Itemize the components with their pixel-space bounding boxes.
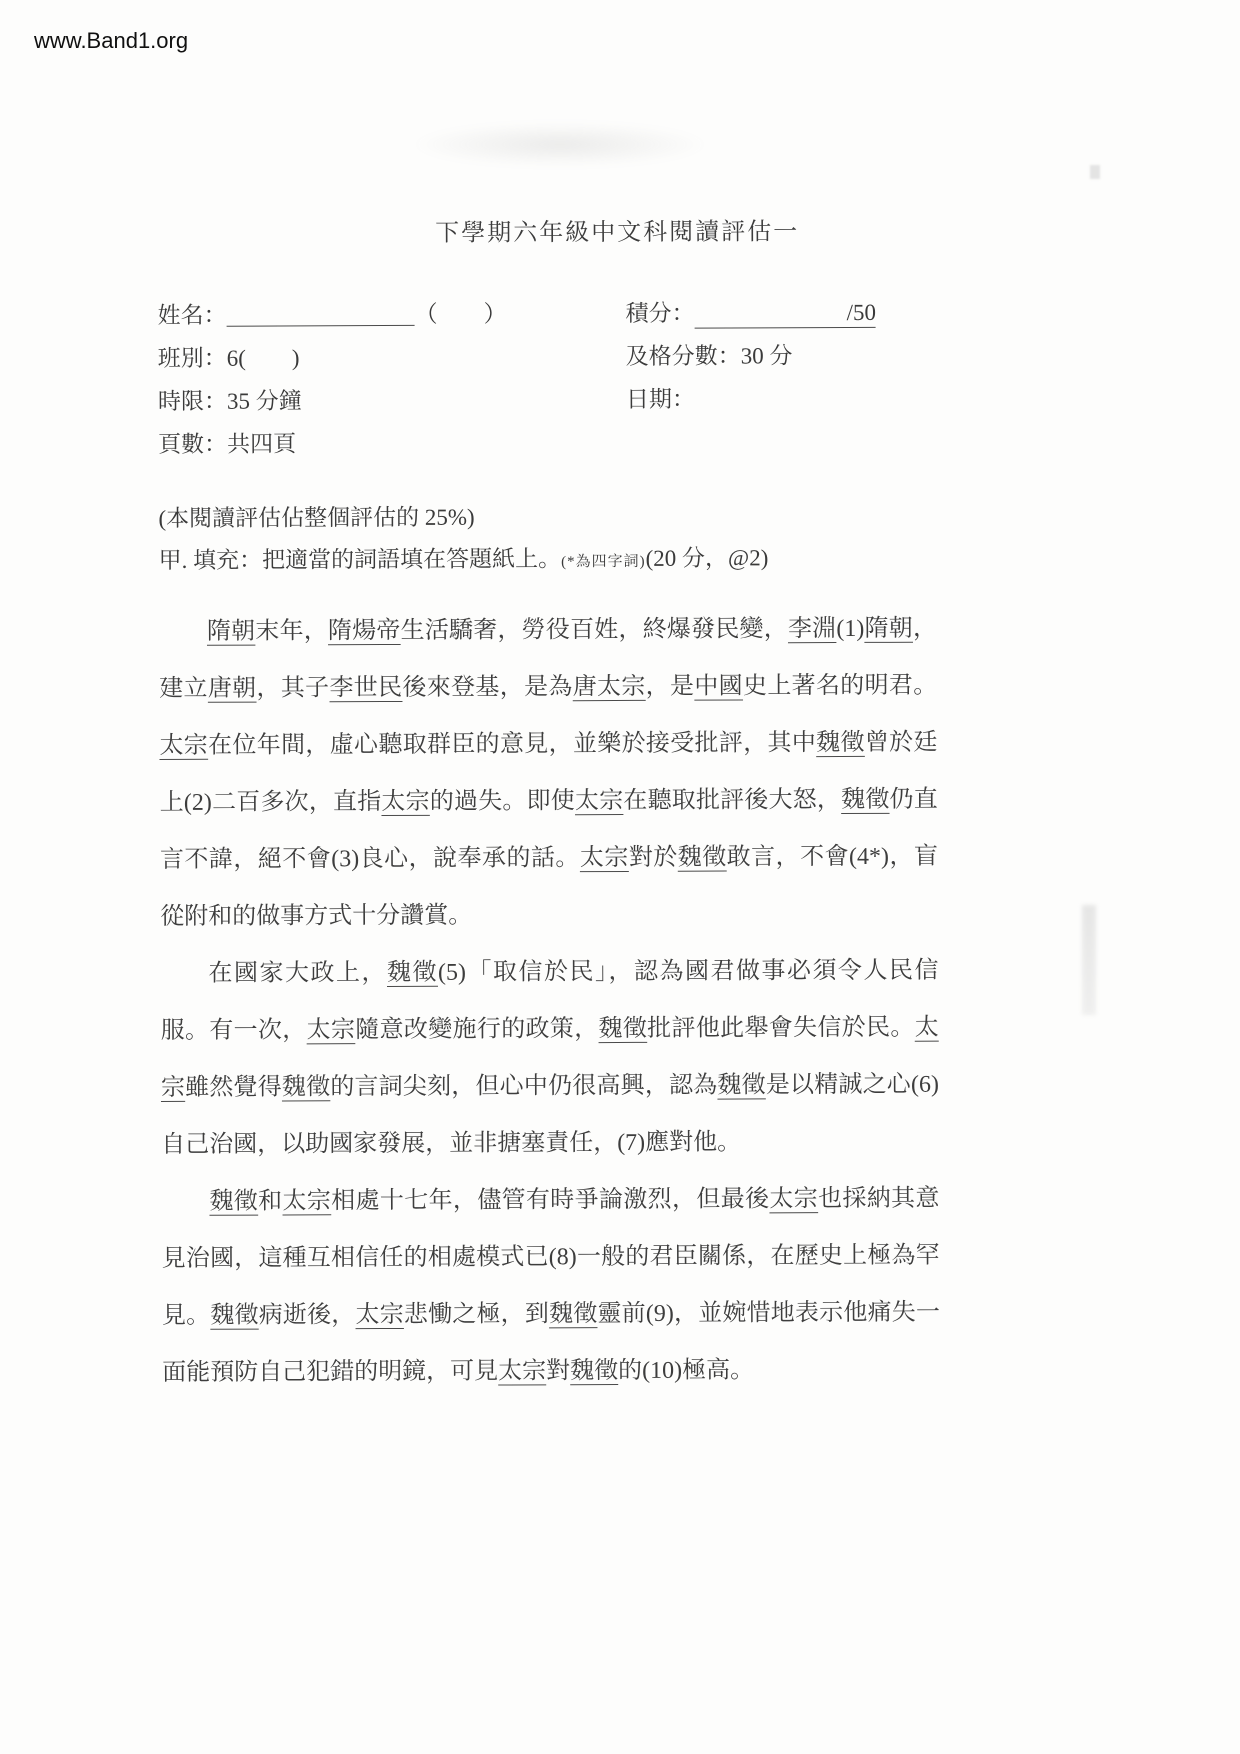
header-left-column [157,292,507,466]
proper-noun-underlined: 魏徵 [281,1074,331,1101]
section-a-small-note: (*為四字詞) [561,553,646,571]
name-label: 姓名： [157,302,227,329]
proper-noun-underlined: 太宗 [769,1186,819,1213]
class-row: 班別：6( ) [157,345,300,372]
text-run: 末年， [255,618,329,645]
text-run: 生活驕奢，勞役百姓，終爆發民變， [400,616,788,644]
proper-noun-underlined: 太宗 [306,1017,356,1044]
score-denominator: /50 [846,299,876,326]
page-count-row: 頁數：共四頁 [158,431,297,458]
name-row [157,292,506,337]
text-run: 敢言，不會(4*)，盲從附和的做事方式十分讚賞。 [160,843,938,931]
proper-noun-underlined: 太宗 [160,1014,939,1102]
text-run: 也採納其意見治國，這種互相信任的相處模式已(8)一般的君臣關係，在歷史上極為罕見。 [161,1185,940,1330]
text-run: 在聽取批評後大怒， [623,787,842,814]
proper-noun-underlined: 太宗 [574,787,624,815]
text-run: 悲慟之極，到 [403,1301,550,1328]
time-limit-row: 時限：35 分鐘 [157,388,302,415]
section-a-marks: (20 分，@2) [645,545,769,571]
text-run: 的(10)極高。 [618,1357,755,1385]
section-a-instruction: 甲. 填充：把適當的詞語填在答題紙上。 [158,546,562,574]
proper-noun-underlined: 太宗 [355,1301,404,1329]
proper-noun-underlined: 隋煬帝 [327,617,401,645]
assessment-weight-note: (本閱讀評估佔整個評估的 25%) [158,504,475,532]
text-run: 是以精誠之心(6)自己治國，以助國家發展，並非搪塞責任，(7)應對他。 [161,1071,939,1159]
text-run: 病逝後， [258,1302,356,1329]
text-run: 曾於廷上(2)二百多次，直指 [159,729,938,817]
proper-noun-underlined: 魏徵 [548,1301,598,1328]
watermark: www.Band1.org [34,28,189,53]
exam-title: 下學期六年級中文科閱讀評估一 [435,219,800,247]
text-run: 史上著名的明君。 [742,672,938,700]
text-run: 雖然覺得 [185,1074,282,1101]
passage-paragraph-3 [161,1171,940,1402]
name-blank-field [227,325,415,327]
proper-noun-underlined: 魏徵 [209,1188,259,1215]
proper-noun-underlined: 太宗 [159,732,209,760]
text-run: ，建立 [159,615,938,703]
text-run: 的言詞尖刻，但心中仍很高興，認為 [330,1072,718,1101]
proper-noun-underlined: 魏徵 [717,1072,766,1099]
proper-noun-underlined: 唐朝 [207,675,257,702]
text-run: ，其子 [256,675,330,702]
proper-noun-underlined: 魏徵 [841,786,890,814]
text-run: ，是 [645,673,695,700]
text-run: 的過失。即使 [429,788,576,815]
proper-noun-underlined: 太宗 [579,844,629,872]
proper-noun-underlined: 隋朝 [864,615,914,642]
header-right-column [625,291,876,421]
proper-noun-underlined: 隋朝 [206,618,256,645]
proper-noun-underlined: 魏徵 [598,1015,648,1043]
proper-noun-underlined: 李淵 [787,616,837,643]
score-blank-field [694,300,876,329]
date-row: 日期： [625,386,695,412]
text-run: 後來登基，是為 [402,674,573,701]
score-row [625,291,876,335]
reading-passage [159,601,940,1402]
text-run: 對於 [628,844,678,871]
section-a-heading [159,539,769,575]
text-run: 靈前(9)，並婉惜地表示他痛失一面能預防自己犯錯的明鏡，可見 [162,1299,940,1387]
proper-noun-underlined: 李世民 [329,674,403,702]
text-run: 批評他此舉會失信於民。 [647,1014,915,1042]
score-label: 積分： [625,300,695,326]
passage-paragraph-2 [160,943,939,1174]
score-blank-spacer [695,320,847,321]
text-run: 相處十七年，儘管有時爭論激烈，但最後 [331,1186,770,1215]
text-run: (1) [836,615,865,643]
text-run: 和 [258,1188,283,1215]
passage-paragraph-1 [159,601,938,946]
name-number-paren: （ ） [414,301,507,327]
proper-noun-underlined: 魏徵 [386,959,439,987]
pass-mark-row: 及格分數：30 分 [625,343,793,369]
proper-noun-underlined: 魏徵 [816,729,865,757]
text-run: 隨意改變施行的政策， [355,1016,599,1044]
text-run: 在國家大政上， [208,960,387,987]
proper-noun-underlined: 中國 [694,673,744,700]
proper-noun-underlined: 魏徵 [570,1358,619,1385]
proper-noun-underlined: 太宗 [498,1358,547,1385]
text-run: (5)「取信於民」，認為國君做事必須令人民信服。有一次， [160,957,939,1045]
proper-noun-underlined: 太宗 [282,1188,332,1215]
proper-noun-underlined: 魏徵 [210,1302,259,1329]
proper-noun-underlined: 唐太宗 [572,673,646,701]
text-run: 仍直言不諱，絕不會(3)良心，說奉承的話。 [159,786,938,874]
proper-noun-underlined: 太宗 [381,788,430,816]
text-run: 在位年間，虛心聽取群臣的意見，並樂於接受批評，其中 [208,730,817,759]
text-run: 對 [546,1358,571,1385]
proper-noun-underlined: 魏徵 [677,844,727,871]
